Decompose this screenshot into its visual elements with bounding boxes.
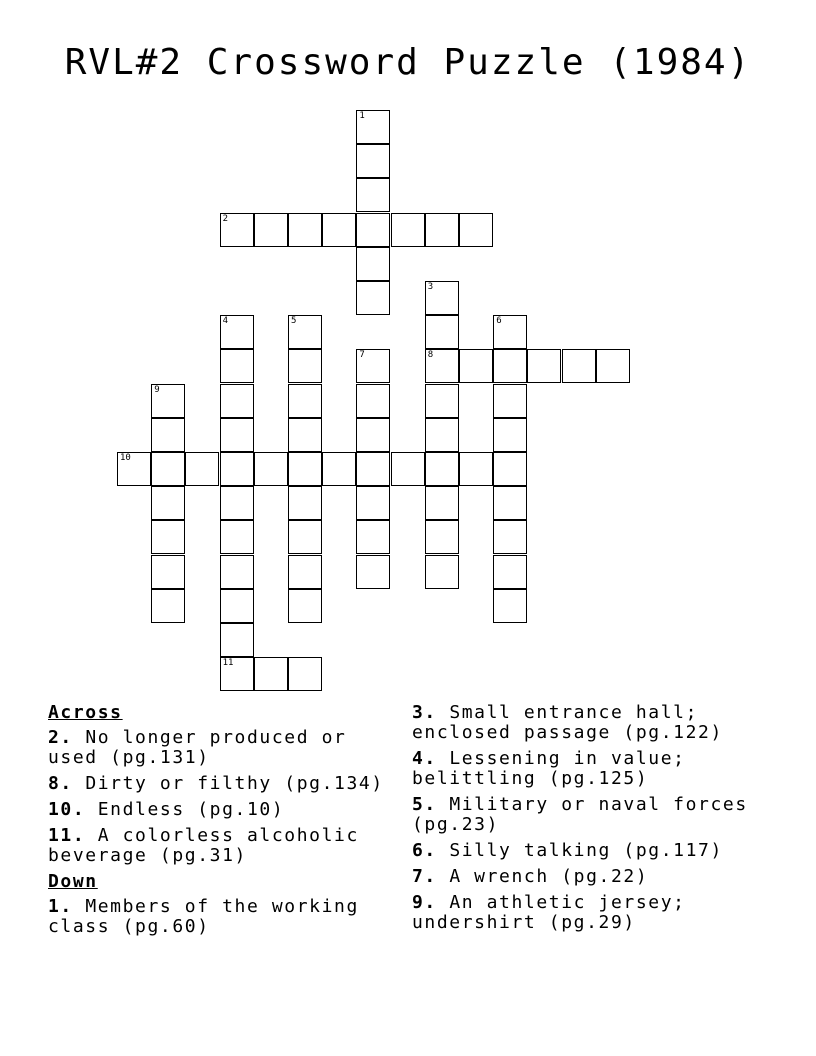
grid-cell[interactable]	[356, 178, 390, 212]
grid-cell[interactable]	[220, 555, 254, 589]
grid-cell[interactable]	[493, 555, 527, 589]
grid-cell[interactable]	[493, 418, 527, 452]
grid-cell[interactable]	[459, 213, 493, 247]
grid-cell[interactable]	[220, 486, 254, 520]
clue-text: Endless (pg.10)	[97, 799, 285, 820]
clue-text: A colorless alcoholic beverage (pg.31)	[48, 825, 359, 866]
grid-cell[interactable]	[493, 384, 527, 418]
grid-cell[interactable]	[527, 349, 561, 383]
clue-text: A wrench (pg.22)	[449, 866, 649, 887]
clue-number: 7.	[412, 866, 437, 887]
grid-cell[interactable]	[288, 520, 322, 554]
grid-cell[interactable]	[151, 555, 185, 589]
grid-cell[interactable]	[493, 315, 527, 349]
clue-down-3	[412, 703, 792, 743]
grid-cell[interactable]	[356, 486, 390, 520]
grid-cell[interactable]	[288, 213, 322, 247]
grid-cell[interactable]	[425, 418, 459, 452]
clue-down-4	[412, 749, 792, 789]
clue-text: Dirty or filthy (pg.134)	[85, 773, 384, 794]
grid-cell[interactable]	[254, 213, 288, 247]
clue-across-8	[48, 774, 398, 794]
clue-text: Military or naval forces (pg.23)	[412, 794, 748, 835]
grid-cell[interactable]	[356, 213, 390, 247]
grid-cell[interactable]	[493, 452, 527, 486]
grid-cell[interactable]	[220, 520, 254, 554]
clue-down-6	[412, 841, 792, 861]
clue-number: 11.	[48, 825, 86, 846]
grid-cell[interactable]	[356, 247, 390, 281]
grid-cell[interactable]	[493, 349, 527, 383]
grid-cell[interactable]	[356, 555, 390, 589]
grid-cell[interactable]	[493, 589, 527, 623]
cell-number: 10	[120, 453, 131, 463]
cell-number: 3	[427, 282, 434, 292]
clue-down-1	[48, 897, 398, 937]
grid-cell[interactable]	[356, 418, 390, 452]
grid-cell[interactable]	[425, 213, 459, 247]
cell-number: 4	[222, 316, 229, 327]
grid-cell[interactable]	[185, 452, 219, 486]
clue-across-10	[48, 800, 398, 820]
grid-cell[interactable]	[220, 384, 254, 418]
grid-cell[interactable]	[425, 349, 459, 383]
grid-cell[interactable]	[288, 418, 322, 452]
grid-cell[interactable]	[220, 213, 254, 247]
grid-cell[interactable]	[151, 486, 185, 520]
clue-text: An athletic jersey; undershirt (pg.29)	[412, 892, 686, 933]
clue-number: 3.	[412, 702, 437, 723]
clue-down-7	[412, 867, 792, 887]
grid-cell[interactable]	[356, 110, 390, 144]
grid-cell[interactable]	[220, 349, 254, 383]
grid-cell[interactable]	[254, 657, 288, 691]
clue-number: 1.	[48, 896, 73, 917]
grid-cell[interactable]	[322, 213, 356, 247]
clue-across-11	[48, 826, 398, 866]
grid-cell[interactable]	[493, 486, 527, 520]
clue-number: 2.	[48, 727, 73, 748]
grid-cell[interactable]	[459, 452, 493, 486]
grid-cell[interactable]	[220, 418, 254, 452]
grid-cell[interactable]	[220, 623, 254, 657]
cell-number: 2	[222, 213, 229, 224]
down-heading: Down	[48, 871, 98, 892]
grid-cell[interactable]	[151, 384, 185, 418]
grid-cell[interactable]	[220, 315, 254, 349]
grid-cell[interactable]	[459, 349, 493, 383]
clue-number: 9.	[412, 892, 437, 913]
cell-number: 6	[496, 316, 502, 327]
clue-text: Small entrance hall; enclosed passage (pg.122)	[412, 702, 723, 743]
grid-cell[interactable]	[288, 657, 322, 691]
cell-number: 1	[359, 111, 365, 121]
grid-cell[interactable]	[391, 452, 425, 486]
grid-cell[interactable]	[288, 384, 322, 418]
grid-cell[interactable]	[425, 520, 459, 554]
grid-cell[interactable]	[562, 349, 596, 383]
clues-left-column	[48, 703, 398, 943]
clue-down-5	[412, 795, 792, 835]
grid-cell[interactable]	[596, 349, 630, 383]
grid-cell[interactable]	[151, 418, 185, 452]
grid-cell[interactable]	[425, 315, 459, 349]
clue-number: 6.	[412, 840, 437, 861]
grid-cell[interactable]	[220, 452, 254, 486]
cell-number: 11	[222, 658, 234, 669]
clue-across-2	[48, 728, 398, 768]
grid-cell[interactable]	[254, 452, 288, 486]
grid-cell[interactable]	[493, 520, 527, 554]
grid-cell[interactable]	[356, 384, 390, 418]
grid-cell[interactable]	[288, 589, 322, 623]
clue-text: Lessening in value; belittling (pg.125)	[412, 748, 686, 789]
grid-cell[interactable]	[425, 281, 459, 315]
grid-cell[interactable]	[356, 520, 390, 554]
grid-cell[interactable]	[356, 349, 390, 383]
grid-cell[interactable]	[425, 452, 459, 486]
grid-cell[interactable]	[117, 452, 151, 486]
grid-cell[interactable]	[151, 589, 185, 623]
clues-right-column	[412, 703, 792, 939]
cell-number: 8	[427, 350, 434, 361]
clue-number: 5.	[412, 794, 437, 815]
clue-text: No longer produced or used (pg.131)	[48, 727, 347, 768]
grid-cell[interactable]	[425, 486, 459, 520]
grid-cell[interactable]	[288, 486, 322, 520]
grid-cell[interactable]	[356, 144, 390, 178]
grid-cell[interactable]	[425, 384, 459, 418]
clue-number: 8.	[48, 773, 73, 794]
clue-down-9	[412, 893, 792, 933]
grid-cell[interactable]	[425, 555, 459, 589]
grid-cell[interactable]	[220, 657, 254, 691]
grid-cell[interactable]	[151, 452, 185, 486]
clue-number: 4.	[412, 748, 437, 769]
cell-number: 9	[154, 384, 160, 395]
grid-cell[interactable]	[356, 452, 390, 486]
grid-cell[interactable]	[356, 281, 390, 315]
grid-cell[interactable]	[322, 452, 356, 486]
grid-cell[interactable]	[391, 213, 425, 247]
grid-cell[interactable]	[151, 520, 185, 554]
grid-cell[interactable]	[288, 315, 322, 349]
grid-cell[interactable]	[288, 555, 322, 589]
clue-text: Silly talking (pg.117)	[449, 840, 723, 861]
cell-number: 5	[291, 316, 297, 327]
clue-number: 10.	[48, 799, 86, 820]
cell-number: 7	[359, 350, 365, 361]
grid-cell[interactable]	[220, 589, 254, 623]
grid-cell[interactable]	[288, 349, 322, 383]
clue-text: Members of the working class (pg.60)	[48, 896, 359, 937]
grid-cell[interactable]	[288, 452, 322, 486]
puzzle-title: RVL#2 Crossword Puzzle (1984)	[64, 42, 752, 83]
across-heading: Across	[48, 702, 123, 723]
